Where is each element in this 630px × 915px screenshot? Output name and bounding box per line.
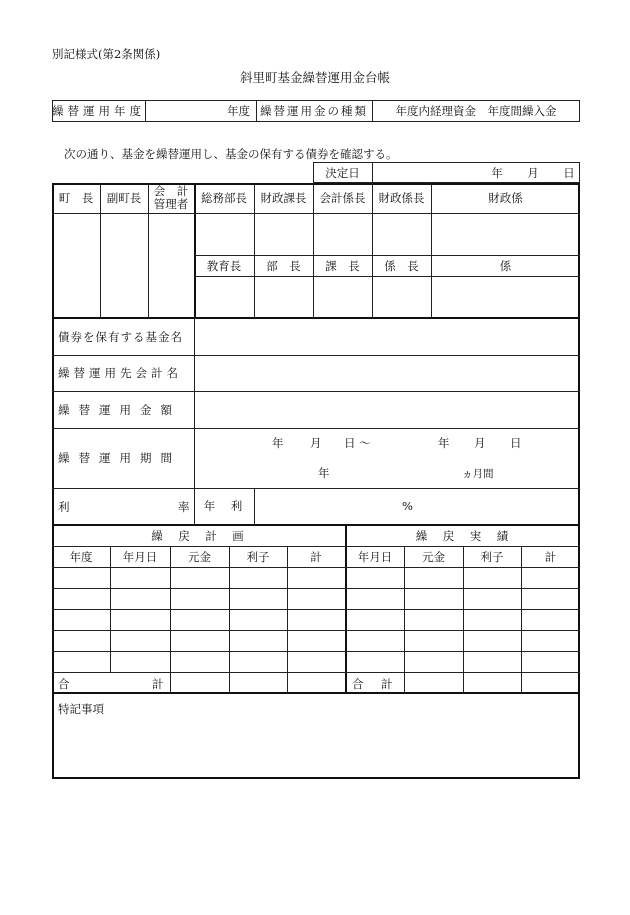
accountant-stamp-box[interactable] [148, 214, 194, 317]
section-chief-header: 課 長 [325, 258, 360, 273]
plan-col-date: 年月日 [122, 549, 158, 564]
account-name-field[interactable] [195, 355, 580, 391]
period-end-day[interactable]: 日 [510, 436, 522, 450]
period-start-month[interactable]: 月 [310, 436, 322, 450]
accountant-header-line1: 会 計 [153, 184, 189, 198]
amount-label: 繰替運用金額 [58, 402, 181, 417]
staff-header: 係 [499, 258, 512, 273]
operation-year-field[interactable]: 年度 [227, 104, 250, 118]
special-notes-label: 特記事項 [58, 702, 104, 716]
education-superintendent-header: 教育長 [206, 258, 242, 273]
account-name-label: 繰替運用先会計名 [58, 366, 182, 380]
period-label: 繰替運用期間 [58, 451, 181, 465]
plan-total-label-left: 合 [58, 677, 70, 691]
subsection-chief-header: 係 長 [384, 258, 419, 273]
actual-col-interest: 利子 [480, 549, 504, 564]
plan-col-interest: 利子 [246, 549, 270, 564]
document-title: 斜里町基金繰替運用金台帳 [239, 70, 390, 85]
rate-label-left: 利 [58, 500, 70, 514]
deputy-mayor-header: 副町長 [106, 191, 142, 205]
repayment-actual-title: 繰 戻 実 績 [415, 528, 511, 543]
intro-text: 次の通り、基金を繰替運用し、基金の保有する債券を確認する。 [64, 147, 398, 161]
fund-name-field[interactable] [195, 318, 580, 355]
percent-sign[interactable]: % [402, 499, 413, 513]
plan-total-label-right: 計 [152, 677, 164, 691]
accountant-header [148, 183, 194, 213]
accounting-subsection-chief-header: 会計係長 [319, 191, 366, 205]
decision-month[interactable]: 月 [527, 165, 539, 180]
fund-name-label: 債券を保有する基金名 [58, 329, 183, 344]
department-director-header: 部 長 [266, 258, 301, 273]
special-notes-field[interactable] [54, 716, 578, 777]
accountant-header-line2: 管理者 [153, 197, 189, 211]
mayor-stamp-box[interactable] [52, 214, 100, 317]
actual-col-total: 計 [544, 549, 557, 564]
operation-year-label: 繰替運用年度 [52, 104, 145, 118]
period-start-year[interactable]: 年 [272, 436, 284, 450]
operation-type-options[interactable]: 年度内経理資金 年度間繰入金 [395, 104, 557, 118]
deputy-mayor-stamp-box[interactable] [100, 214, 148, 317]
decision-day[interactable]: 日 [563, 165, 575, 180]
decision-date-label: 決定日 [325, 165, 360, 180]
annual-interest-label: 年 利 [203, 499, 245, 513]
period-end-month[interactable]: 月 [474, 436, 486, 450]
form-reference: 別記様式(第2条関係) [52, 47, 161, 61]
plan-col-principal: 元金 [188, 549, 211, 564]
operation-type-label: 繰替運用金の種類 [260, 104, 368, 118]
finance-staff-header: 財政係 [488, 191, 523, 205]
general-affairs-director-header: 総務部長 [201, 191, 247, 205]
rate-label-right: 率 [178, 500, 190, 514]
period-end-year[interactable]: 年 [438, 436, 450, 450]
plan-col-fiscal-year: 年度 [69, 549, 93, 564]
actual-col-principal: 元金 [422, 549, 445, 564]
actual-col-date: 年月日 [357, 549, 393, 564]
decision-year[interactable]: 年 [491, 165, 503, 180]
finance-subsection-chief-header: 財政係長 [378, 191, 425, 205]
finance-section-chief-header: 財政課長 [260, 191, 307, 205]
period-months[interactable]: ヵ月間 [462, 468, 494, 480]
repayment-plan-title: 繰 戻 計 画 [151, 528, 246, 543]
period-start-day[interactable]: 日 〜 [344, 436, 371, 450]
amount-field[interactable] [195, 391, 580, 428]
plan-col-total: 計 [310, 549, 322, 564]
period-years[interactable]: 年 [318, 466, 330, 480]
mayor-header: 町 長 [58, 191, 94, 205]
actual-total-label: 合 計 [352, 677, 396, 691]
